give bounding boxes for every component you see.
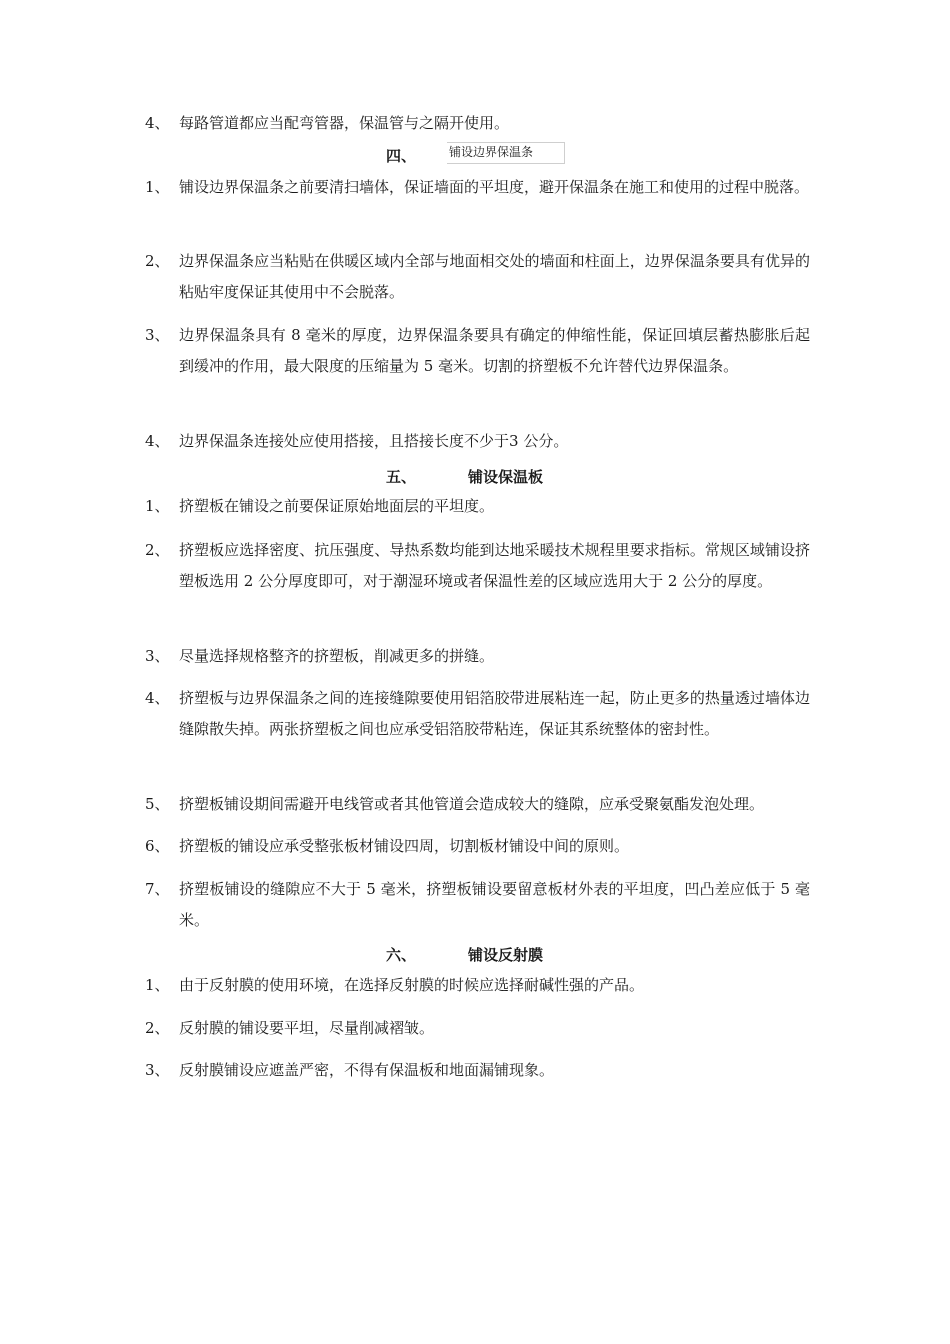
list-item xyxy=(145,426,810,457)
list-item xyxy=(145,172,810,203)
item-text: 反射膜铺设应遮盖严密，不得有保温板和地面漏铺现象。 xyxy=(179,1061,555,1079)
item-number: 4、 xyxy=(145,689,170,707)
list-item xyxy=(145,320,810,382)
list-item xyxy=(145,1055,810,1086)
list-item xyxy=(145,970,810,1001)
item-number: 1、 xyxy=(145,178,170,196)
item-number: 5、 xyxy=(145,795,170,813)
item-number: 7、 xyxy=(145,880,170,898)
item-text: 挤塑板铺设期间需避开电线管或者其他管道会造成较大的缝隙，应承受聚氨酯发泡处理。 xyxy=(179,795,765,813)
item-text: 边界保温条具有 8 毫米的厚度，边界保温条要具有确定的伸缩性能，保证回填层蓄热膨胀后起到缓冲的作用，最大限度的压缩量为 5 毫米。切割的挤塑板不允许替代边界保温条。 xyxy=(179,326,810,375)
list-item xyxy=(145,789,810,820)
item-text: 挤塑板在铺设之前要保证原始地面层的平坦度。 xyxy=(179,497,495,515)
item-text: 挤塑板的铺设应承受整张板材铺设四周，切割板材铺设中间的原则。 xyxy=(179,837,630,855)
item-number: 2、 xyxy=(145,1019,170,1037)
item-text: 边界保温条连接处应使用搭接，且搭接长度不少于3 公分。 xyxy=(179,432,569,450)
item-number: 1、 xyxy=(145,976,170,994)
list-item xyxy=(145,108,810,139)
item-text: 每路管道都应当配弯管器，保温管与之隔开使用。 xyxy=(179,114,510,132)
item-text: 边界保温条应当粘贴在供暖区域内全部与地面相交处的墙面和柱面上，边界保温条要具有优异的粘贴牢度保证其使用中不会脱落。 xyxy=(179,252,810,301)
item-number: 2、 xyxy=(145,541,170,559)
item-text: 挤塑板铺设的缝隙应不大于 5 毫米，挤塑板铺设要留意板材外表的平坦度，凹凸差应低于 5 毫米。 xyxy=(179,880,810,929)
section-title: 铺设保温板 xyxy=(468,468,544,486)
list-item xyxy=(145,535,810,597)
list-item xyxy=(145,1013,810,1044)
item-number: 3、 xyxy=(145,1061,170,1079)
section-title: 铺设反射膜 xyxy=(468,946,544,964)
item-number: 2、 xyxy=(145,252,170,270)
item-number: 3、 xyxy=(145,647,170,665)
item-text: 挤塑板应选择密度、抗压强度、导热系数均能到达地采暖技术规程里要求指标。常规区域铺设挤塑板选用 2 公分厚度即可，对于潮湿环境或者保温性差的区域应选用大于 2 公分的厚度。 xyxy=(179,541,810,590)
list-item xyxy=(145,831,810,862)
item-number: 4、 xyxy=(145,114,170,132)
list-item xyxy=(145,246,810,308)
item-number: 4、 xyxy=(145,432,170,450)
list-item xyxy=(145,683,810,745)
list-item xyxy=(145,874,810,936)
item-text: 铺设边界保温条之前要清扫墙体，保证墙面的平坦度，避开保温条在施工和使用的过程中脱落。 xyxy=(179,178,810,196)
item-number: 6、 xyxy=(145,837,170,855)
item-text: 反射膜的铺设要平坦，尽量削减褶皱。 xyxy=(179,1019,435,1037)
section-title-box: 铺设边界保温条 xyxy=(447,142,565,164)
section-number: 五、 xyxy=(386,468,417,486)
item-number: 3、 xyxy=(145,326,170,344)
section-number: 六、 xyxy=(386,946,417,964)
item-text: 挤塑板与边界保温条之间的连接缝隙要使用铝箔胶带进展粘连一起，防止更多的热量透过墙体边缝隙散失掉。两张挤塑板之间也应承受铝箔胶带粘连，保证其系统整体的密封性。 xyxy=(179,689,810,738)
list-item xyxy=(145,491,810,522)
list-item xyxy=(145,641,810,672)
section-number: 四、 xyxy=(386,147,417,165)
item-text: 由于反射膜的使用环境，在选择反射膜的时候应选择耐碱性强的产品。 xyxy=(179,976,645,994)
item-number: 1、 xyxy=(145,497,170,515)
item-text: 尽量选择规格整齐的挤塑板，削减更多的拼缝。 xyxy=(179,647,495,665)
